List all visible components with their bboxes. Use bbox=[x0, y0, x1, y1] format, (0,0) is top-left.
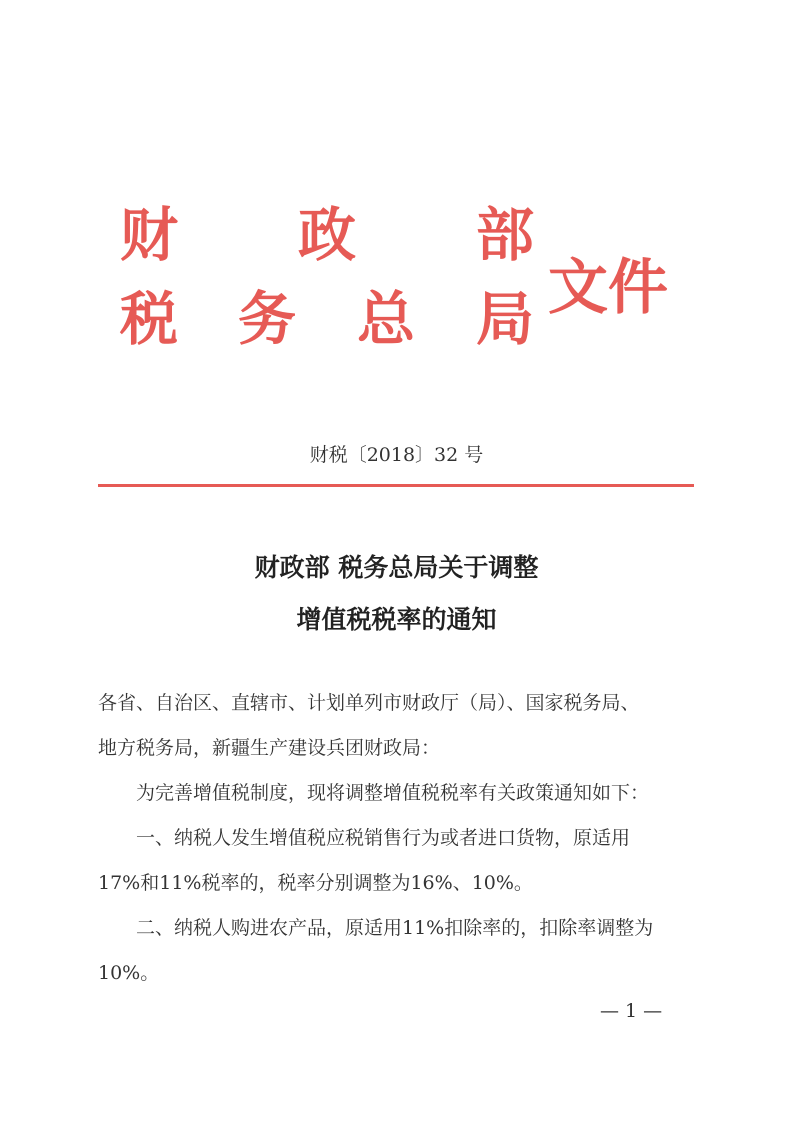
header-char: 局 bbox=[476, 285, 535, 353]
document-title-line-2: 增值税税率的通知 bbox=[296, 605, 497, 634]
header-char: 部 bbox=[476, 201, 535, 269]
item-2-line-2: 10%。 bbox=[98, 962, 160, 984]
document-number: 财税〔2018〕32 号 bbox=[309, 444, 484, 466]
item-1-line-2: 17%和11%税率的，税率分别调整为16%、10%。 bbox=[98, 872, 533, 894]
document-title-line-1: 财政部 税务总局关于调整 bbox=[254, 553, 539, 582]
intro-paragraph: 为完善增值税制度，现将调整增值税税率有关政策通知如下： bbox=[136, 782, 650, 804]
header-suffix: 文件 bbox=[548, 253, 668, 323]
header-char: 务 bbox=[238, 285, 297, 353]
page-number: — 1 — bbox=[600, 1000, 663, 1022]
item-2-line-1: 二、纳税人购进农产品，原适用11%扣除率的，扣除率调整为 bbox=[136, 917, 654, 939]
red-divider bbox=[98, 484, 694, 487]
item-1-line-1: 一、纳税人发生增值税应税销售行为或者进口货物，原适用 bbox=[136, 827, 631, 849]
header-char: 税 bbox=[120, 285, 179, 353]
addressee-line-1: 各省、自治区、直辖市、计划单列市财政厅（局）、国家税务局、 bbox=[98, 692, 640, 714]
header-char: 政 bbox=[298, 201, 357, 269]
header-char: 财 bbox=[120, 201, 179, 269]
addressee-line-2: 地方税务局，新疆生产建设兵团财政局： bbox=[98, 737, 441, 759]
header-char: 总 bbox=[357, 285, 416, 353]
